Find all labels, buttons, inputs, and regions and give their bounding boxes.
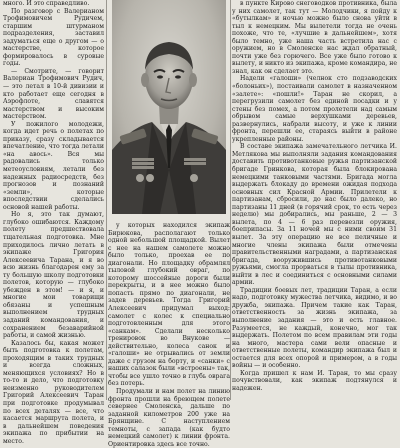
article-paragraph: Но я, это так думают, глубоко ошибаются. Каждому полету предшествовала тщательная подготовка. Мне приходилось лично летать в экипаже Григория Алексеевича Тарана, и я во всю жизнь благодарен ему за ту большую школу подготовки полетов, которую — глубоко убежден в этом! — и я, и многие мои товарищи обязаны и успешным выполнением трудных заданий командования, и сохранением безаварийной работы, и самой жизнью.: [3, 211, 104, 340]
column-divider-left: [106, 0, 107, 400]
article-paragraph: много. И это справедливо.: [3, 0, 90, 7]
article-paragraph: В составе экипажа замечательного летчика И. Метлякова мы выполняли задания командования доставить противотанковые ружья партизанской бригаде Гринкова, которая была блокирована немецкими танковыми частями. Бригада могла выдержать блокаду до времени ожидая подхода основных сил Красной Армии. Прилетели к партизанам, сбросили, до нас было далеко, но партизаны 11 дней (в горячий срок, то есть через неделю) мы добирались, мы раньше, 2 — 3 вылета, по 4 — 6 раз перевезли оружия, боеприпасы. За 11 ночей мы с ними своим 31 вылет. За эту операцию не все пеличные и многие члены экипажа были отмечены правительственными наградами, а партизанская бригада, вооружившись противотанковыми ружьями, смогла прорваться в тылы противника, выйти в лес и соединиться с основными силами армии.: [232, 143, 397, 287]
article-paragraph: Надели «галоши» (челнок сто подзаводских «болоньих»), постаивали самолет в назначенном «залете»: «пошли!» Таран не скорил, а перегрузили самолет без единой посадки и у стены без помех, а потом пролетели над самым обрывом самые верхушками деревьев, развернулись, набрали высоту, и уже к линии фронта, перешли ее, стараясь выйти в районе укрепленные районы.: [232, 75, 397, 143]
article-paragraph: Продумали и нам полет на линию фронта прошли на бреющем полете севернее Смоленска, дальше по заданной километров 200 уже на Брянщине. С наступлением темноты, с запада (как будто немецкий самолет) к линии фронта. Ориентировка здесь все точно.: [108, 388, 230, 448]
article-column-middle: [108, 222, 230, 448]
article-paragraph: Казалось бы, какая может быть подготовка к полетам, проходящим в таких трудных и всегда сложных, меняющихся условиях? Но в то-то и дело, что подготовку неизменно руководителем Григорий Алексеевич Таран при подготовке продумывал по всех деталях — все, что касается маршрута полета, и в дальнейшем поведения экипажа по прибытии на место.: [3, 339, 104, 445]
article-paragraph: У пожилого молодежи, когда идет речь о полетах по приказу, сразу складывается впечатление, что тогда летали «на авось». Вся мы радовались только метеоусловиям, летали без надежных радиосредств, без прогнозов и познаний «земли», которые впоследствии сделались основой нашей работы.: [3, 120, 104, 211]
article-column-right: [232, 0, 397, 400]
article-paragraph: По разговор с Валерианом Трофимовичем Рудичем, старшим штурманом подразделения, заставил задуматься еще о другом — о мастерстве, которое формировалось в суровые годы.: [3, 7, 104, 68]
article-paragraph: — Смотрите, — говорит Валериан Трофимович Рудич, — это летал в 10-й дивизии и кто работает еще сегодня в Аэрофлоте, славятся мастерством и высоким мастерством.: [3, 67, 104, 121]
article-paragraph: Традиции боевых лет, традиции Таран, а если надо, подготовку мужества летчика, видимо, и во дружба, экипажа. Причем такие как Таран, ответственность за жизнь экипажа, за выполнение задания — это и есть главное. Разумеется, не каждый, конечно, мог так выдержать. Полетом по всем правилам эти годы на много, мастера сами вели опасные и ответственные полеты, командир экипажа был и остается для всех опорой и примером, а в годы войны — и особенно.: [232, 286, 397, 370]
column-divider-right: [230, 0, 231, 400]
article-paragraph: в пункте Кирово снеговодков противника, была у них самолет, так тут — Молодчики, я пойду к «бутылкам» и ночью можно было снова уйти в тыл к немецким. Мы вылетели тогда не очень похоже, что те, «лучшие в дальнейшем», хотя было темно, уже наша часть встретила нас с оружием, но в Смоленске нас ждал обратный, почти уже без горючего. Все уже было готово к вылету, и никто из экипажа, кроме командира, не знал, как он сделает это.: [232, 0, 397, 75]
article-paragraph: у которых находился экипаж Бирюкова, располагают только одной небольшой площадкой. Вылет с нее на нашем самолете можно было только, проехав ее по диагонали. Но площадку обрамлял тыловой глубокий овраг, по которому шоссейные дороги были перекрыты, и в нее можно было попасть прямо по диагонали, не задев деревьев. Тогда Григорий Алексеевич придумал выход: самолет с колес к специально подготовленным для этого «санкам». Сделали несколько тренировок во Внукове — действительно, колеса санок и «галоши» не отрывались от земли даже с грузом на борту, и «санки» с наших салазок были «встроены» так, чтобы все ушло точно в глубь оврага без потерь.: [108, 222, 230, 388]
portrait-photo: [112, 0, 226, 214]
article-paragraph: Когда пришел к нам И. Таран, то мы сразу почувствовали, как экипаж подтянулся и надежен.: [232, 369, 397, 392]
article-column-left: [3, 0, 104, 445]
